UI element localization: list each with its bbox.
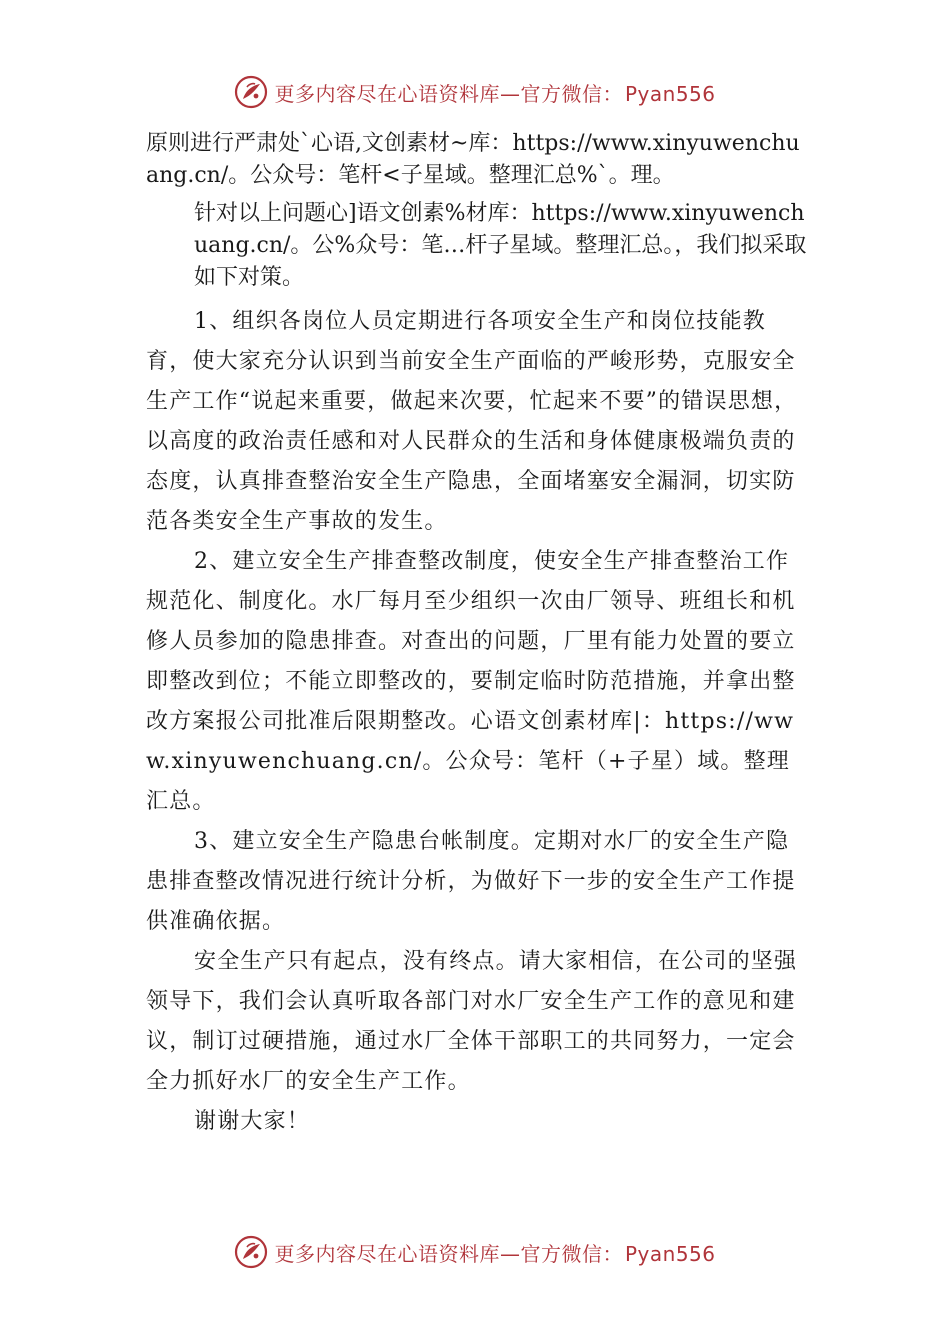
banner-wechat-id: Pyan556 <box>624 81 716 106</box>
flower-logo-icon <box>234 75 268 109</box>
banner-text <box>274 1238 715 1267</box>
flower-logo-icon <box>234 1235 268 1269</box>
paragraph-thanks: 谢谢大家！ <box>194 1109 311 1134</box>
banner-label: 更多内容尽在心语资料库—官方微信： <box>274 1241 623 1266</box>
banner-wechat-id: Pyan556 <box>624 1241 716 1266</box>
intro-paragraph: 针对以上问题心]语文创素%材库：https://www.xinyuwenchuang.cn/。公%众号：笔…杆子星域。整理汇总。，我们拟采取如下对策。 <box>194 201 807 290</box>
footer-watermark-banner <box>0 1232 950 1272</box>
document-body <box>146 128 810 1142</box>
paragraph-measure-2: 2、建立安全生产排查整改制度，使安全生产排查整治工作规范化、制度化。水厂每月至少组织一次由厂领导、班组长和机修人员参加的隐患排查。对查出的问题，厂里有能力处置的要立即整改到位；不能立即整改的，要制定临时防范措施，并拿出整改方案报公司批准后限期整改。心语文创素材库|：https://www.xinyuwenchuang.cn/。公众号：笔杆（+子星）域。整理汇总。 <box>146 549 796 814</box>
banner-text <box>274 78 715 107</box>
header-watermark-banner <box>0 72 950 112</box>
paragraph-measure-1: 1、组织各岗位人员定期进行各项安全生产和岗位技能教育，使大家充分认识到当前安全生产面临的严峻形势，克服安全生产工作“说起来重要，做起来次要，忙起来不要”的错误思想，以高度的政治责任感和对人民群众的生活和身体健康极端负责的态度，认真排查整治安全生产隐患，全面堵塞安全漏洞，切实防范各类安全生产事故的发生。 <box>146 309 798 534</box>
paragraph-conclusion: 安全生产只有起点，没有终点。请大家相信，在公司的坚强领导下，我们会认真听取各部门对水厂安全生产工作的意见和建议，制订过硬措施，通过水厂全体干部职工的共同努力，一定会全力抓好水厂的安全生产工作。 <box>146 949 798 1094</box>
lead-paragraph: 原则进行严肃处`心语,文创素材~库：https://www.xinyuwenchuang.cn/。公众号：笔杆<子星域。整理汇总%`。理。 <box>146 131 800 188</box>
paragraph-measure-3: 3、建立安全生产隐患台帐制度。定期对水厂的安全生产隐患排查整改情况进行统计分析，为做好下一步的安全生产工作提供准确依据。 <box>146 829 796 934</box>
banner-label: 更多内容尽在心语资料库—官方微信： <box>274 81 623 106</box>
